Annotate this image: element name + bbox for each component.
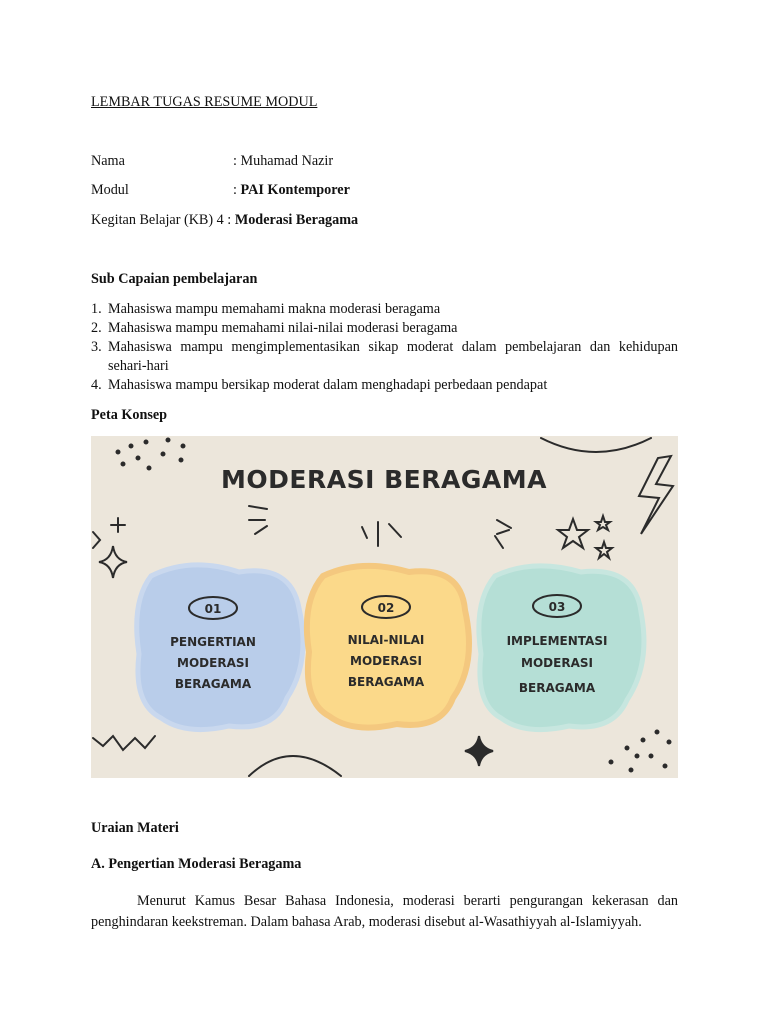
list-item: 2. Mahasiswa mampu memahami nilai-nilai moderasi beragama [91,320,458,336]
goals-list [91,300,678,395]
field-value-modul: : PAI Kontemporer [233,182,350,198]
kb-value: Moderasi Beragama [234,212,359,228]
concept-bubble-3 [479,566,644,730]
svg-text:BERAGAMA: BERAGAMA [347,675,425,689]
modul-value: PAI Kontemporer [240,182,350,198]
svg-text:NILAI-NILAI: NILAI-NILAI [347,633,425,647]
svg-text:MODERASI: MODERASI [177,656,249,670]
list-item: 1. Mahasiswa mampu memahami makna moderasi beragama [91,301,441,317]
field-label-kb: Kegitan Belajar (KB) 4 : [91,212,235,228]
svg-text:MODERASI: MODERASI [521,656,593,670]
name-value: Muhamad Nazir [240,153,334,169]
body-paragraph: Menurut Kamus Besar Bahasa Indonesia, moderasi berarti pengurangan kekerasan dan penghindaran keekstreman. Dalam bahasa Arab, moderasi disebut al-Wasathiyyah al-Islamiyyah. [91,893,678,930]
concept-map-image [91,436,678,778]
svg-text:03: 03 [548,600,566,614]
svg-text:02: 02 [377,601,395,615]
svg-text:01: 01 [204,602,222,616]
svg-text:BERAGAMA: BERAGAMA [518,681,596,695]
field-label-modul: Modul [91,182,129,198]
list-item: 4. Mahasiswa mampu bersikap moderat dalam menghadapi perbedaan pendapat [91,377,548,393]
svg-text:IMPLEMENTASI: IMPLEMENTASI [506,634,608,648]
concept-map-title: MODERASI BERAGAMA [221,465,547,494]
concept-bubble-1 [137,565,303,730]
field-label-nama: Nama [91,153,125,169]
svg-text:PENGERTIAN: PENGERTIAN [170,635,256,649]
document-title: LEMBAR TUGAS RESUME MODUL [91,94,318,110]
uraian-materi-heading: Uraian Materi [91,820,179,836]
sub-capaian-heading: Sub Capaian pembelajaran [91,271,258,287]
field-kb [91,212,358,229]
svg-text:BERAGAMA: BERAGAMA [174,677,252,691]
section-a-heading: A. Pengertian Moderasi Beragama [91,856,302,872]
peta-konsep-heading: Peta Konsep [91,407,168,423]
svg-text:MODERASI: MODERASI [350,654,422,668]
field-value-nama: : Muhamad Nazir [233,153,334,169]
concept-bubble-2 [307,566,469,728]
list-item: 3. Mahasiswa mampu mengimplementasikan sikap moderat dalam pembelajaran dan kehidupan sehari-hari [91,339,678,374]
